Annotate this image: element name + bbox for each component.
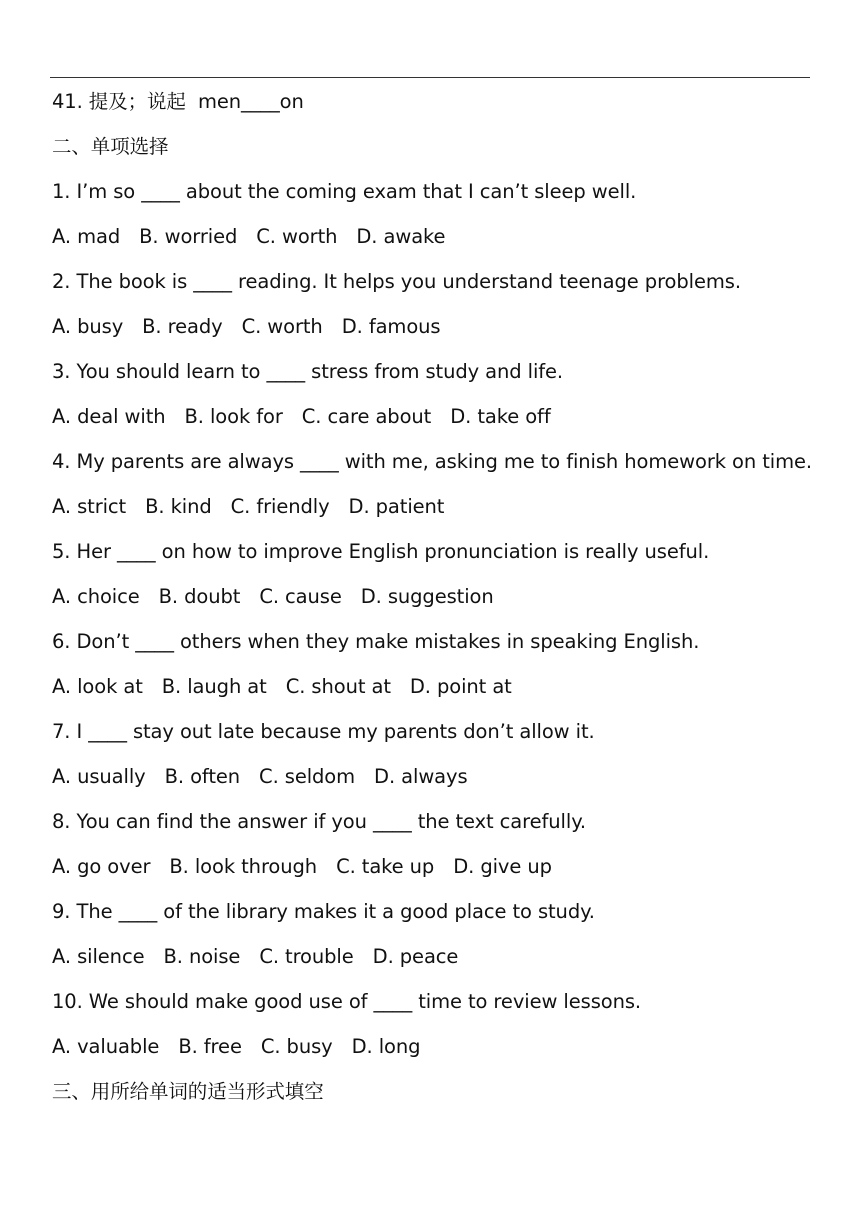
option-a: A. deal with	[52, 405, 166, 428]
option-b: B. free	[178, 1035, 242, 1058]
question-stem: 9. The ____ of the library makes it a good place to study.	[52, 900, 595, 923]
option-a: A. valuable	[52, 1035, 160, 1058]
option-c: C. care about	[301, 405, 432, 428]
question-stem: 10. We should make good use of ____ time to review lessons.	[52, 990, 642, 1013]
option-d: D. suggestion	[360, 585, 494, 608]
question-options	[52, 934, 822, 979]
vocab-item-41: 41. 提及；说起 men____on	[52, 90, 304, 113]
option-c: C. seldom	[259, 765, 356, 788]
section-heading-word-form: 三、用所给单词的适当形式填空	[52, 1080, 324, 1103]
option-d: D. patient	[348, 495, 445, 518]
option-d: D. famous	[341, 315, 441, 338]
question-options	[52, 574, 822, 619]
option-d: D. point at	[409, 675, 512, 698]
question-stem: 6. Don’t ____ others when they make mistakes in speaking English.	[52, 630, 700, 653]
option-d: D. always	[374, 765, 468, 788]
question-options	[52, 664, 822, 709]
option-d: D. awake	[356, 225, 446, 248]
option-a: A. usually	[52, 765, 146, 788]
question-stem: 1. I’m so ____ about the coming exam that I can’t sleep well.	[52, 180, 637, 203]
question-options	[52, 1024, 822, 1069]
option-a: A. strict	[52, 495, 127, 518]
question-options	[52, 304, 822, 349]
question-stem: 4. My parents are always ____ with me, asking me to finish homework on time.	[52, 450, 813, 473]
question-stem: 5. Her ____ on how to improve English pronunciation is really useful.	[52, 540, 710, 563]
header-rule	[50, 77, 810, 78]
option-d: D. give up	[453, 855, 552, 878]
question-options	[52, 844, 822, 889]
option-c: C. cause	[259, 585, 342, 608]
option-a: A. look at	[52, 675, 143, 698]
option-a: A. mad	[52, 225, 121, 248]
question-list	[52, 169, 822, 1069]
option-c: C. worth	[241, 315, 323, 338]
option-b: B. noise	[163, 945, 241, 968]
option-b: B. look through	[169, 855, 318, 878]
option-c: C. friendly	[230, 495, 330, 518]
option-a: A. go over	[52, 855, 151, 878]
option-b: B. laugh at	[161, 675, 267, 698]
question-stem: 7. I ____ stay out late because my parents don’t allow it.	[52, 720, 595, 743]
option-a: A. silence	[52, 945, 145, 968]
option-b: B. look for	[184, 405, 283, 428]
question-options	[52, 394, 822, 439]
option-b: B. kind	[145, 495, 212, 518]
option-b: B. often	[164, 765, 241, 788]
question-options	[52, 484, 822, 529]
option-b: B. ready	[142, 315, 223, 338]
option-d: D. peace	[372, 945, 459, 968]
option-c: C. take up	[336, 855, 435, 878]
section-heading-multiple-choice: 二、单项选择	[52, 135, 169, 158]
question-stem: 3. You should learn to ____ stress from study and life.	[52, 360, 564, 383]
option-a: A. choice	[52, 585, 140, 608]
question-stem: 2. The book is ____ reading. It helps you understand teenage problems.	[52, 270, 741, 293]
option-b: B. doubt	[158, 585, 241, 608]
question-options	[52, 214, 822, 259]
option-c: C. busy	[260, 1035, 333, 1058]
question-stem: 8. You can find the answer if you ____ the text carefully.	[52, 810, 586, 833]
option-c: C. trouble	[259, 945, 354, 968]
worksheet-body	[52, 79, 822, 1114]
option-c: C. worth	[256, 225, 338, 248]
option-d: D. long	[351, 1035, 421, 1058]
question-options	[52, 754, 822, 799]
option-d: D. take off	[450, 405, 551, 428]
option-a: A. busy	[52, 315, 124, 338]
option-b: B. worried	[139, 225, 238, 248]
option-c: C. shout at	[285, 675, 391, 698]
